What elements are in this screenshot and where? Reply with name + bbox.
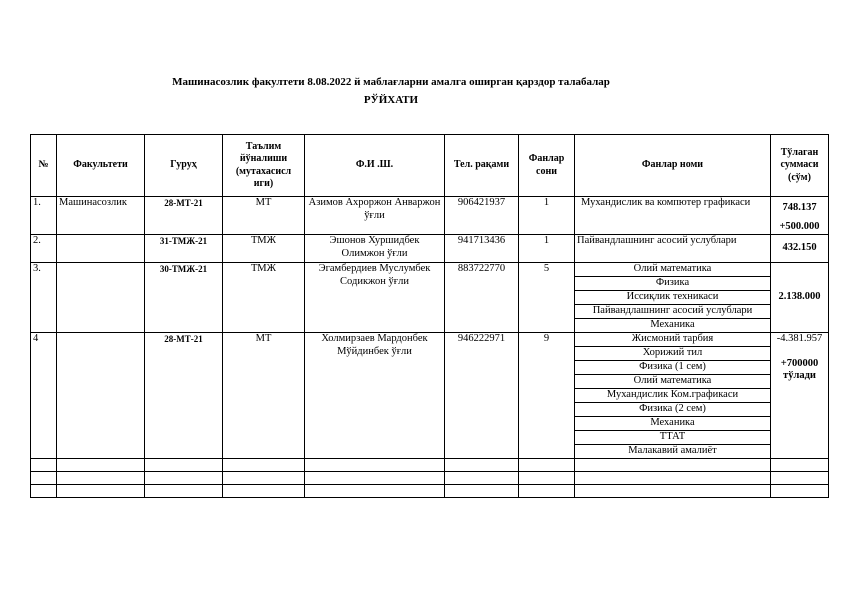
paid-amount: -4.381.957 — [776, 333, 823, 344]
row-faculty — [57, 235, 145, 263]
table-row — [31, 235, 829, 263]
row-name: Эгамбердиев Муслумбек Содикжон ўғли — [305, 263, 445, 333]
row-phone: 941713436 — [445, 235, 519, 263]
row-phone: 906421937 — [445, 197, 519, 235]
row-group: 30-ТМЖ-21 — [145, 263, 223, 333]
row-num: 1. — [31, 197, 57, 235]
header-subjects: Фанлар номи — [575, 135, 771, 197]
row-num: 3. — [31, 263, 57, 333]
row-count: 1 — [519, 197, 575, 235]
header-count: Фанлар сони — [519, 135, 575, 197]
row-phone: 946222971 — [445, 333, 519, 459]
row-phone: 883722770 — [445, 263, 519, 333]
row-group: 28-МТ-21 — [145, 333, 223, 459]
row-name: Эшонов Хуршидбек Олимжон ўғли — [305, 235, 445, 263]
header-phone: Тел. рақами — [445, 135, 519, 197]
row-subject: Физика (1 сем) — [575, 361, 771, 375]
row-subject: Олий математика — [575, 375, 771, 389]
header-faculty: Факультети — [57, 135, 145, 197]
row-subject: Механика — [575, 417, 771, 431]
table-row — [31, 333, 829, 347]
row-subject: Пайвандлашнинг асосий услублари — [575, 235, 771, 263]
table-row — [31, 197, 829, 235]
row-paid: 2.138.000 — [771, 263, 829, 333]
header-direction: Таълим йўналиши (мутахасисл иги) — [223, 135, 305, 197]
row-faculty: Машинасозлик — [57, 197, 145, 235]
row-subject: Иссиқлик техникаси — [575, 291, 771, 305]
row-name: Азимов Ахроржон Анваржон ўғли — [305, 197, 445, 235]
document-subtitle: РЎЙХАТИ — [363, 94, 419, 106]
table-row — [31, 263, 829, 277]
header-row — [31, 135, 829, 197]
row-paid — [771, 333, 829, 459]
header-num: № — [31, 135, 57, 197]
empty-row — [31, 485, 829, 498]
row-num: 4 — [31, 333, 57, 459]
row-paid — [771, 197, 829, 235]
row-paid: 432.150 — [771, 235, 829, 263]
row-direction: ТМЖ — [223, 235, 305, 263]
row-direction: МТ — [223, 333, 305, 459]
row-subject: Физика (2 сем) — [575, 403, 771, 417]
row-faculty — [57, 263, 145, 333]
row-group: 28-МТ-21 — [145, 197, 223, 235]
row-subject: Жисмоний тарбия — [575, 333, 771, 347]
row-count: 9 — [519, 333, 575, 459]
document-title: Машинасозлик факултети 8.08.2022 й маблағларни амалга оширган қарздор талабалар — [172, 76, 610, 88]
row-faculty — [57, 333, 145, 459]
paid-extra: +500.000 — [779, 220, 820, 232]
header-group: Гуруҳ — [145, 135, 223, 197]
row-count: 1 — [519, 235, 575, 263]
row-num: 2. — [31, 235, 57, 263]
header-paid: Тўлаган суммаси (сўм) — [771, 135, 829, 197]
row-subject: Мухандислик ва компютер графикаси — [575, 197, 771, 235]
row-subject: Пайвандлашнинг асосий услублари — [575, 305, 771, 319]
debtors-table — [30, 134, 829, 498]
empty-row — [31, 472, 829, 485]
empty-row — [31, 459, 829, 472]
paid-amount: 748.137 — [782, 202, 817, 213]
row-count: 5 — [519, 263, 575, 333]
row-subject: Малакавий амалиёт — [575, 445, 771, 459]
row-name: Холмирзаев Мардонбек Мўйдинбек ўғли — [305, 333, 445, 459]
row-group: 31-ТМЖ-21 — [145, 235, 223, 263]
row-subject: Механика — [575, 319, 771, 333]
row-subject: Физика — [575, 277, 771, 291]
row-subject: Олий математика — [575, 263, 771, 277]
header-name: Ф.И .Ш. — [305, 135, 445, 197]
row-subject: ТТАТ — [575, 431, 771, 445]
row-subject: Мухандислик Ком.графикаси — [575, 389, 771, 403]
paid-extra: +700000 тўлади — [780, 357, 819, 381]
row-direction: ТМЖ — [223, 263, 305, 333]
row-subject: Хорижий тил — [575, 347, 771, 361]
row-direction: МТ — [223, 197, 305, 235]
